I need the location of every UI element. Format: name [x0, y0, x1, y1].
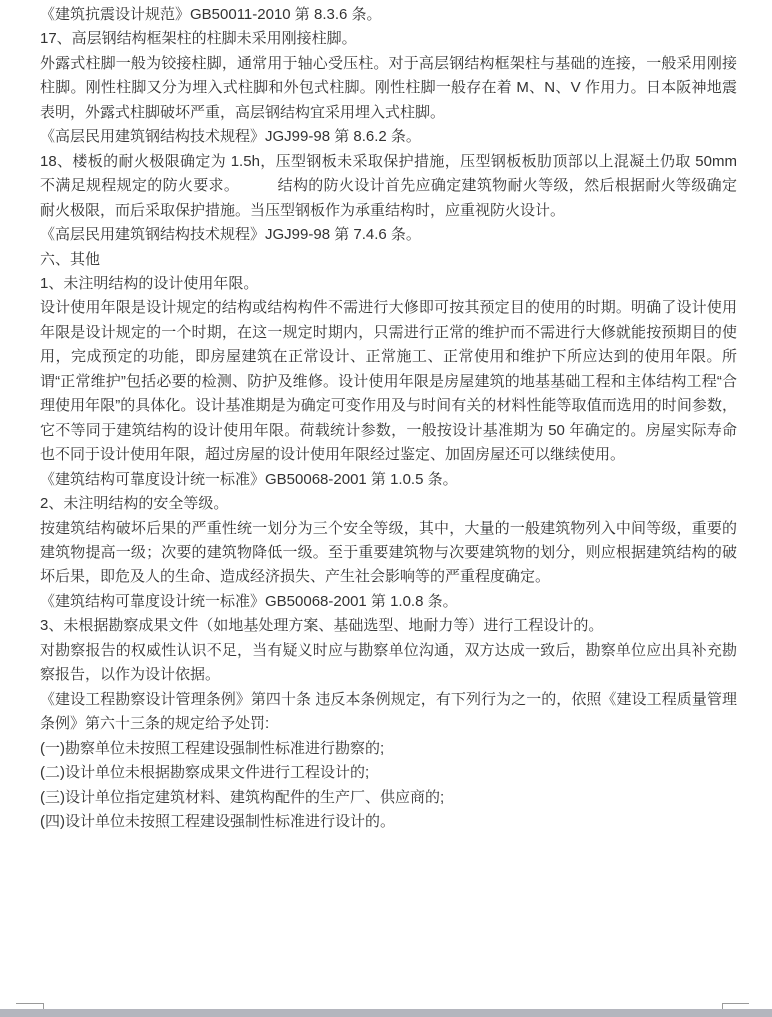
paragraph: 《建筑结构可靠度设计统一标准》GB50068-2001 第 1.0.8 条。 — [40, 592, 458, 610]
paragraph: 按建筑结构破坏后果的严重性统一划分为三个安全等级，其中，大量的一般建筑物列入中间等级，重要的建筑物提高一级；次要的建筑物降低一级。至于重要建筑物与次要建筑物的划分，则应根据建筑结构的破坏后果，即危及人的生命、造成经济损失、产生社会影响等的严重程度确定。 — [40, 519, 737, 586]
document-page-text — [40, 3, 737, 834]
bottom-gray-bar — [0, 1009, 772, 1017]
paragraph: 《高层民用建筑钢结构技术规程》JGJ99-98 第 7.4.6 条。 — [40, 226, 421, 244]
list-item: (一)勘察单位未按照工程建设强制性标准进行勘察的; — [40, 739, 385, 757]
list-item: (四)设计单位未按照工程建设强制性标准进行设计的。 — [40, 812, 395, 830]
paragraph: 17、高层钢结构框架柱的柱脚未采用刚接柱脚。 — [40, 30, 357, 48]
paragraph: 外露式柱脚一般为铰接柱脚，通常用于轴心受压柱。对于高层钢结构框架柱与基础的连接，一般采用刚接柱脚。刚性柱脚又分为埋入式柱脚和外包式柱脚。刚性柱脚一般存在着 M、N、V 作用力。日本阪神地震表明，外露式柱脚破坏严重，高层钢结构宜采用埋入式柱脚。 — [40, 54, 737, 121]
paragraph: 设计使用年限是设计规定的结构或结构构件不需进行大修即可按其预定目的使用的时期。明确了设计使用年限是设计规定的一个时期，在这一规定时期内，只需进行正常的维护而不需进行大修就能按预期目的使用，完成预定的功能，即房屋建筑在正常设计、正常施工、正常使用和维护下所应达到的使用年限。所谓“正常维护”包括必要的检测、防护及维修。设计使用年限是房屋建筑的地基基础工程和主体结构工程“合理使用年限”的具体化。设计基准期是为确定可变作用及与时间有关的材料性能等取值而选用的时间参数，它不等同于建筑结构的设计使用年限。荷载统计参数，一般按设计基准期为 50 年确定的。房屋实际寿命也不同于设计使用年限，超过房屋的设计使用年限经过鉴定、加固房屋还可以继续使用。 — [40, 299, 737, 464]
paragraph: 《建设工程勘察设计管理条例》第四十条 违反本条例规定，有下列行为之一的，依照《建设工程质量管理条例》第六十三条的规定给予处罚: — [40, 690, 737, 733]
section-heading: 六、其他 — [40, 250, 101, 268]
paragraph: 1、未注明结构的设计使用年限。 — [40, 274, 259, 292]
list-item: (三)设计单位指定建筑材料、建筑构配件的生产厂、供应商的; — [40, 788, 445, 806]
paragraph: 2、未注明结构的安全等级。 — [40, 495, 229, 513]
paragraph: 《高层民用建筑钢结构技术规程》JGJ99-98 第 8.6.2 条。 — [40, 128, 421, 146]
paragraph: 《建筑抗震设计规范》GB50011-2010 第 8.3.6 条。 — [40, 6, 382, 23]
list-item: (二)设计单位未根据勘察成果文件进行工程设计的; — [40, 764, 370, 782]
paragraph: 《建筑结构可靠度设计统一标准》GB50068-2001 第 1.0.5 条。 — [40, 470, 458, 488]
paragraph: 3、未根据勘察成果文件（如地基处理方案、基础选型、地耐力等）进行工程设计的。 — [40, 617, 604, 635]
paragraph: 对勘察报告的权威性认识不足，当有疑义时应与勘察单位沟通，双方达成一致后，勘察单位应出具补充勘察报告，以作为设计依据。 — [40, 641, 737, 684]
paragraph: 18、楼板的耐火极限确定为 1.5h，压型钢板未采取保护措施，压型钢板板肋顶部以上混凝土仍取 50mm 不满足规程规定的防火要求。 结构的防火设计首先应确定建筑物耐火等级，然后根据耐火等级确定耐火极限，而后采取保护措施。当压型钢板作为承重结构时，应重视防火设计。 — [40, 152, 737, 219]
